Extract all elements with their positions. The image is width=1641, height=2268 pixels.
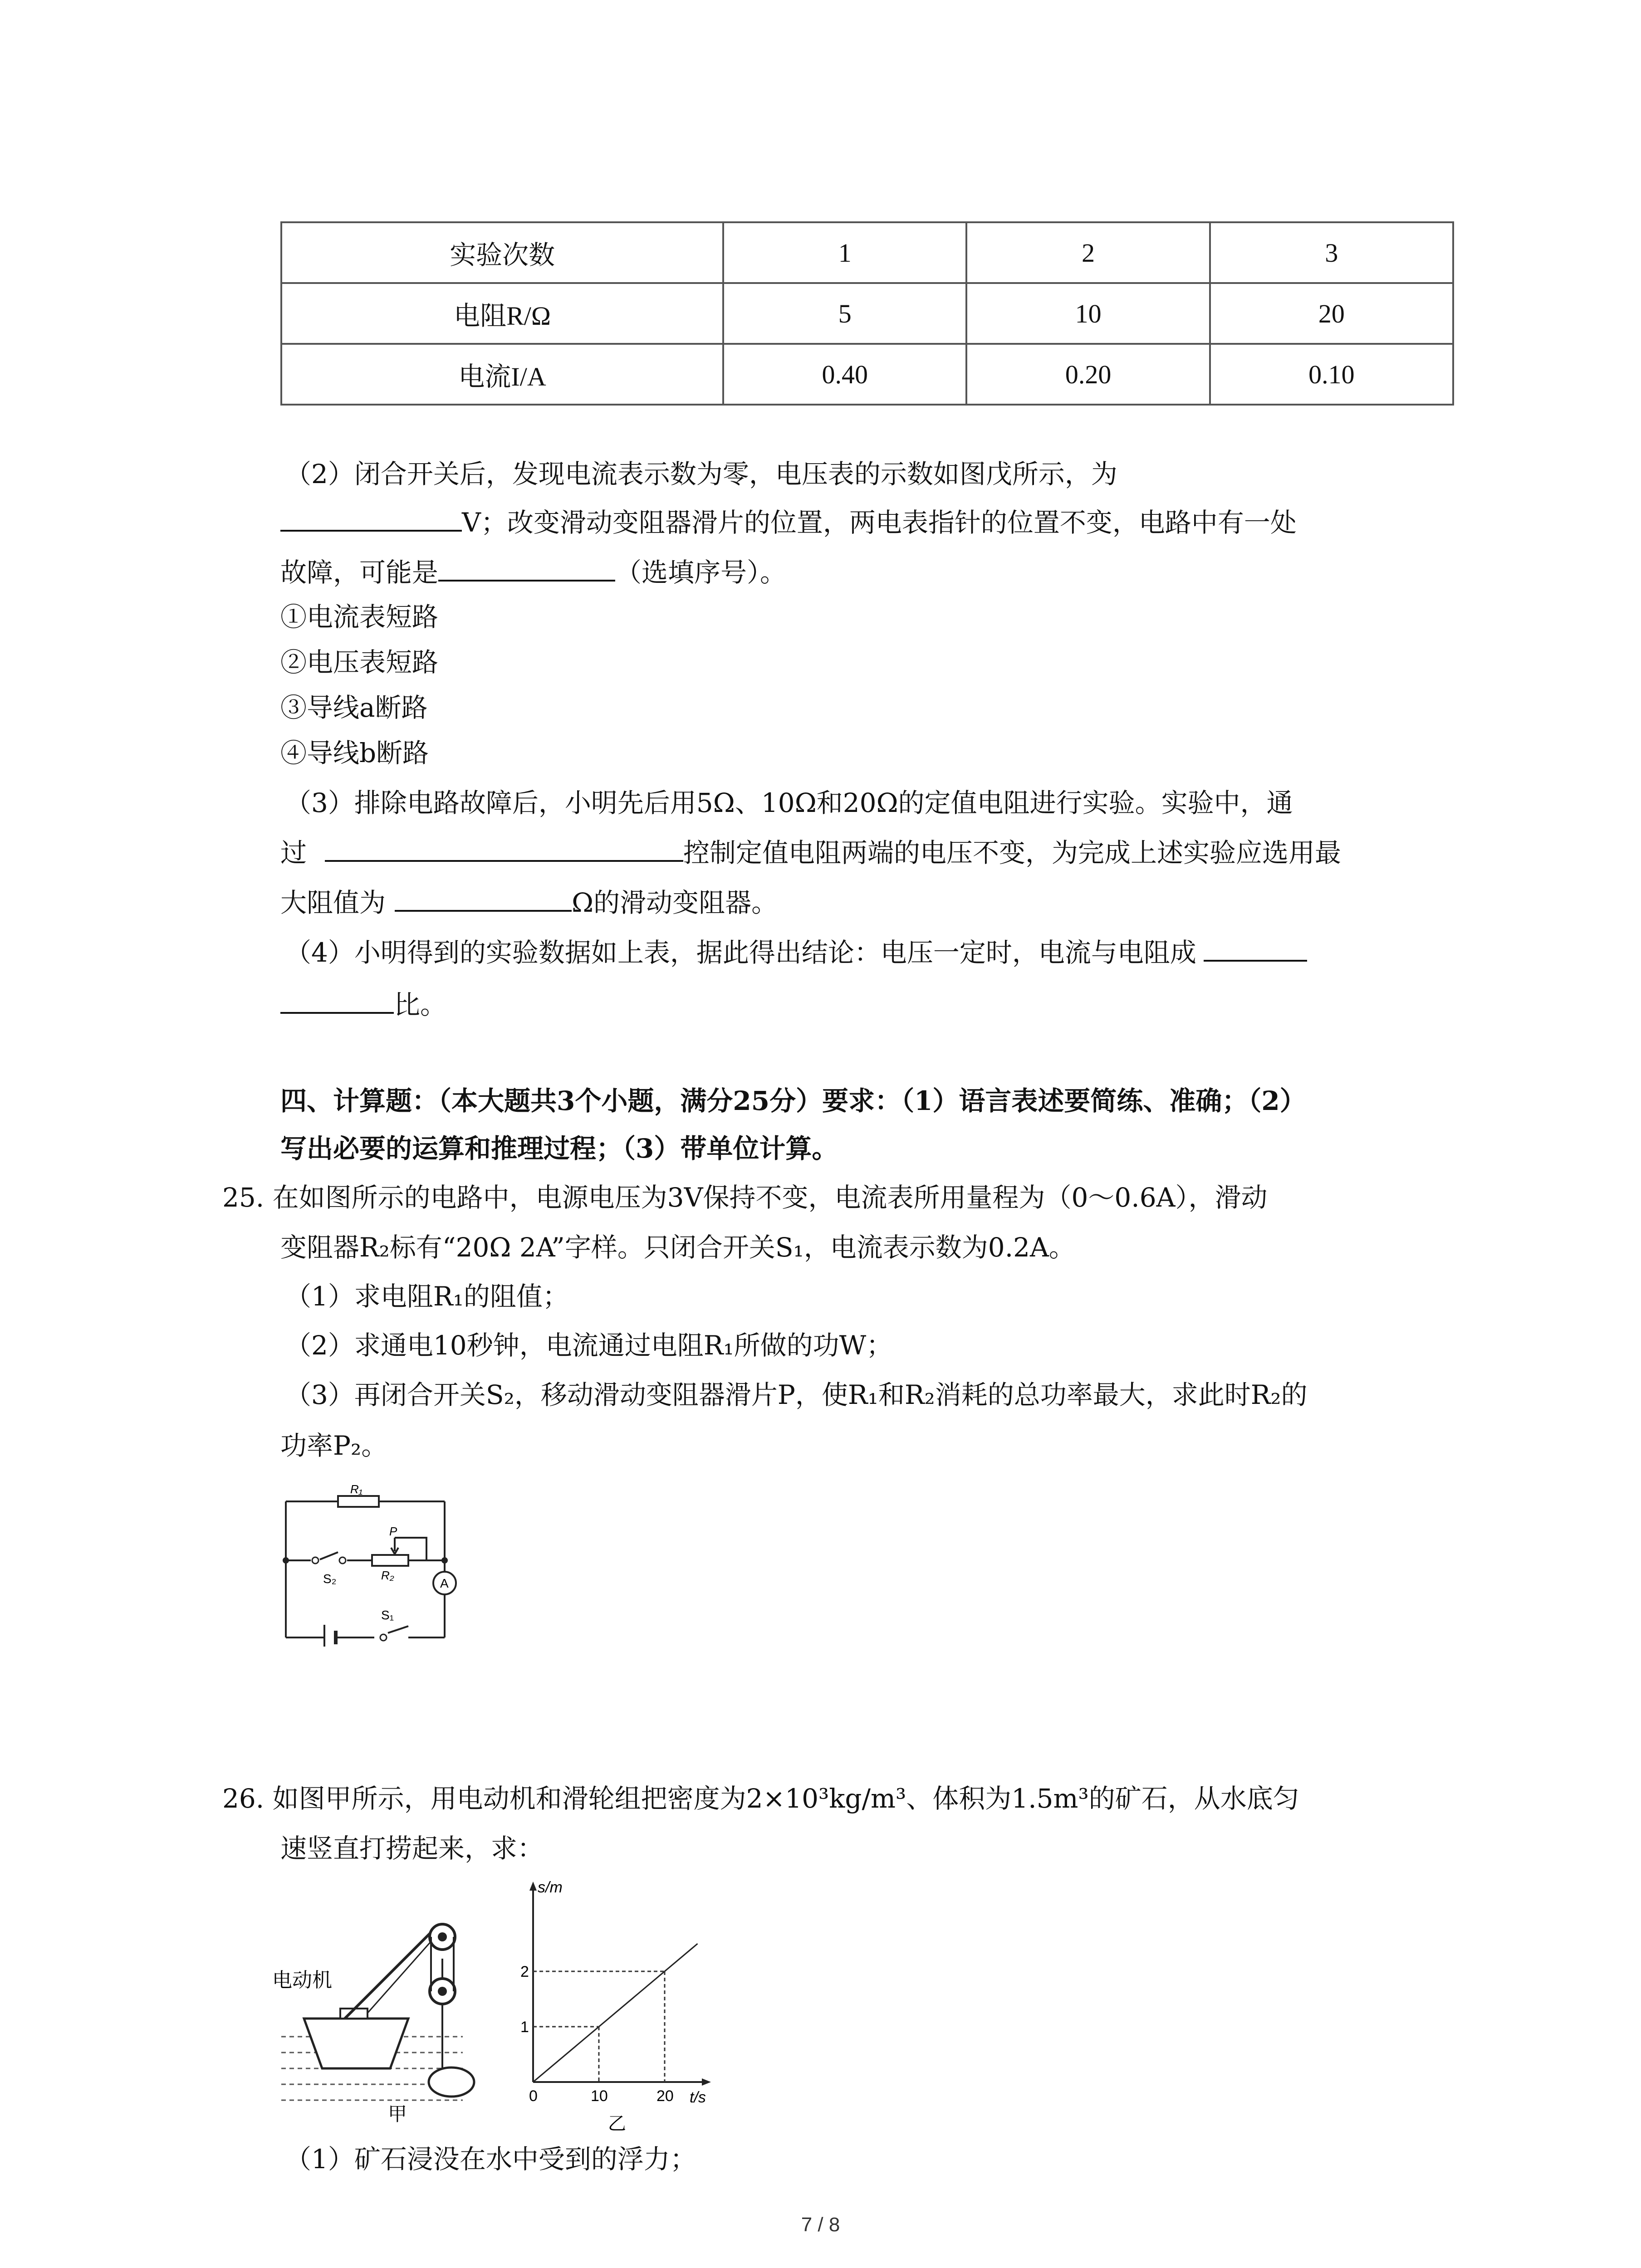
figure-jia-caption: 甲 (388, 2103, 407, 2123)
table-row (281, 344, 1453, 405)
table-cell: 0.20 (966, 344, 1210, 405)
option-2: ②电压表短路 (280, 647, 439, 678)
table-cell: 实验次数 (281, 222, 723, 283)
q24-part4-line1-text: （4）小明得到的实验数据如上表，据此得出结论：电压一定时，电流与电阻成 (285, 937, 1196, 968)
table-cell: 10 (966, 283, 1210, 344)
table-cell: 电流I/A (281, 344, 723, 405)
option-3: ③导线a断路 (280, 692, 428, 723)
y-tick-label: 2 (520, 1963, 529, 1980)
q24-part3-line2 (280, 835, 1341, 871)
q24-part4-line2-text: 比。 (394, 989, 447, 1020)
pulley-svg (272, 1878, 508, 2123)
q24-part3-line3-before: 大阻值为 (280, 887, 386, 918)
q25-line2: 变阻器R₂标有“20Ω 2A”字样。只闭合开关S₁，电流表示数为0.2A。 (280, 1232, 1075, 1263)
answer-blank[interactable] (325, 835, 683, 862)
answer-blank[interactable] (1204, 934, 1307, 962)
label-p: P (389, 1525, 397, 1538)
q25-sub3-line1: （3）再闭合开关S₂，移动滑动变阻器滑片P，使R₁和R₂消耗的总功率最大，求此时R₂的 (285, 1379, 1308, 1410)
table-cell: 20 (1210, 283, 1453, 344)
x-tick-label: 0 (529, 2087, 538, 2105)
q24-part3-line3-after: Ω的滑动变阻器。 (572, 887, 778, 918)
label-r2: R₂ (381, 1569, 394, 1582)
y-axis-label: s/m (538, 1879, 563, 1896)
table-cell: 2 (966, 222, 1210, 283)
answer-blank[interactable] (395, 885, 572, 912)
y-tick-label: 1 (520, 2019, 529, 2036)
table-cell: 电阻R/Ω (281, 283, 723, 344)
page-number: 7 / 8 (801, 2214, 840, 2236)
motor-label: 电动机 (272, 1969, 332, 1991)
circuit-diagram (272, 1483, 463, 1647)
boat-shape (304, 2019, 408, 2068)
table-cell: 0.40 (723, 344, 966, 405)
option-4: ④导线b断路 (280, 738, 429, 768)
q25-sub3-line2: 功率P₂。 (280, 1430, 388, 1461)
label-s2: S₂ (323, 1572, 337, 1586)
experiment-table (280, 221, 1454, 406)
y-axis-arrow (529, 1882, 537, 1891)
q24-part2-line1: （2）闭合开关后，发现电流表示数为零，电压表的示数如图戊所示，为 (285, 459, 1117, 489)
answer-blank[interactable] (438, 554, 615, 582)
figure-yi-caption: 乙 (608, 2114, 626, 2134)
q26-sub1: （1）矿石浸没在水中受到的浮力； (285, 2144, 696, 2175)
q24-part3-line1: （3）排除电路故障后，小明先后用5Ω、10Ω和20Ω的定值电阻进行实验。实验中，通 (285, 787, 1293, 818)
ore-rock (429, 2068, 474, 2097)
q26-line1: 26. 如图甲所示，用电动机和滑轮组把密度为2×10³kg/m³、体积为1.5m³的矿石，从水底匀 (222, 1783, 1299, 1814)
q24-part2-line3-before: 故障，可能是 (280, 557, 439, 588)
q24-part3-line2-after: 控制定值电阻两端的电压不变，为完成上述实验应选用最 (683, 837, 1342, 868)
q25-line1: 25. 在如图所示的电路中，电源电压为3V保持不变，电流表所用量程为（0～0.6A），滑动 (222, 1182, 1268, 1213)
x-tick-label: 20 (656, 2087, 674, 2105)
q24-part2-line3 (280, 554, 786, 591)
q25-sub1: （1）求电阻R₁的阻值； (285, 1281, 569, 1312)
q24-part3-line3 (280, 885, 778, 921)
table-cell: 3 (1210, 222, 1453, 283)
label-r1: R₁ (350, 1483, 362, 1496)
option-1: ①电流表短路 (280, 601, 439, 632)
resistor-r2-symbol (372, 1555, 408, 1566)
chart-svg (515, 1873, 724, 2136)
table-cell: 0.10 (1210, 344, 1453, 405)
distance-time-chart (515, 1873, 724, 2136)
answer-blank[interactable] (280, 987, 394, 1014)
label-s1: S₁ (381, 1608, 394, 1622)
x-axis-label: t/s (690, 2089, 706, 2106)
section-heading-line1: 四、计算题：（本大题共3个小题，满分25分）要求：（1）语言表述要简练、准确；（2） (280, 1085, 1306, 1116)
q24-part2-line2-text: V；改变滑动变阻器滑片的位置，两电表指针的位置不变，电路中有一处 (462, 507, 1297, 538)
table-row (281, 222, 1453, 283)
q24-part4-line2 (280, 987, 446, 1023)
q24-part4-line1 (285, 934, 1307, 971)
q26-line2: 速竖直打捞起来，求： (280, 1833, 544, 1864)
circuit-svg (272, 1483, 463, 1647)
resistor-r1-symbol (338, 1496, 379, 1507)
table-row (281, 283, 1453, 344)
series-line (533, 1944, 698, 2082)
q25-sub2: （2）求通电10秒钟，电流通过电阻R₁所做的功W； (285, 1330, 893, 1361)
q24-part2-line2 (280, 504, 1297, 541)
x-tick-label: 10 (591, 2087, 608, 2105)
table-cell: 1 (723, 222, 966, 283)
q24-part3-line2-before: 过 (280, 837, 307, 868)
answer-blank[interactable] (280, 504, 462, 532)
pulley-figure (272, 1878, 508, 2123)
label-ammeter: A (440, 1576, 449, 1590)
section-heading-line2: 写出必要的运算和推理过程；（3）带单位计算。 (280, 1133, 838, 1164)
q24-part2-line3-after: （选填序号）。 (615, 557, 787, 588)
x-axis-arrow (702, 2078, 711, 2086)
table-cell: 5 (723, 283, 966, 344)
